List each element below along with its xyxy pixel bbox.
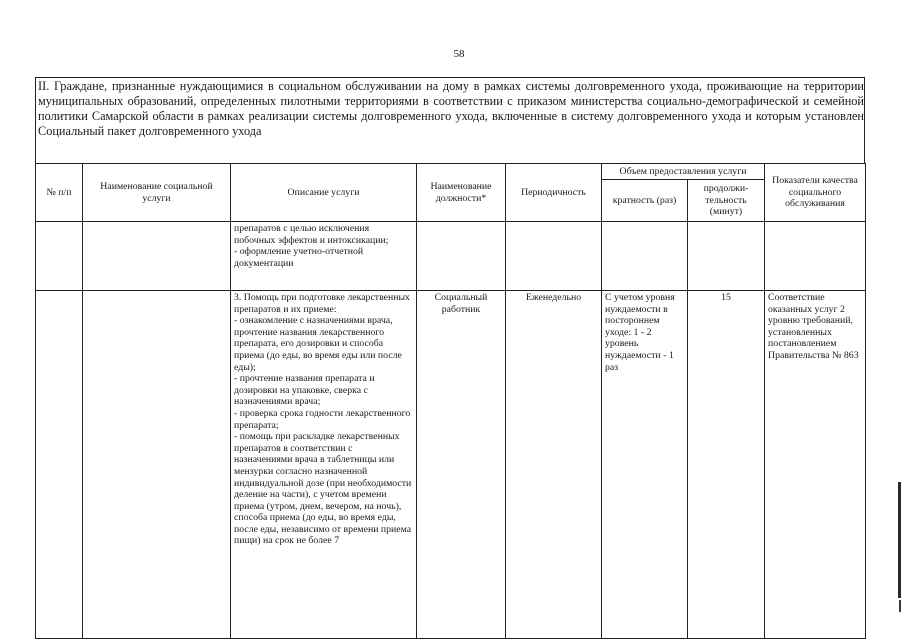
header-description: Описание услуги [231, 164, 417, 222]
table-row [36, 291, 866, 639]
cell-position [417, 222, 506, 291]
cell-periodicity: Еженедельно [506, 291, 602, 639]
table-row [36, 222, 866, 291]
cell-multiplicity [602, 222, 688, 291]
header-volume-group: Объем предоставления услуги [602, 164, 765, 180]
cell-description: 3. Помощь при подготовке лекарственных препаратов и их приеме: - ознакомление с назначениями врача, прочтение названия лекарственного препарата, его дозировки и способа приема (до еды, во время еды или после еды); - прочтение названия препарата и дозировки на упаковке, сверка с назначениями врача; - проверка срока годности лекарственного препарата; - помощь при раскладке лекарственных препаратов в соответствии с назначениями врача в таблетницы или мензурки согласно назначенной индивидуальной дозе (при необходимости деление на части), с учетом времени приема (утром, днем, вечером, на ночь), способа приема (до еды, во время еды, после еды, независимо от времени приема пищи) на срок не более 7 [231, 291, 417, 639]
header-multiplicity: кратность (раз) [602, 180, 688, 222]
header-num: № п/п [36, 164, 83, 222]
cell-service-name [83, 291, 231, 639]
scan-edge-mark [899, 600, 901, 612]
cell-multiplicity: С учетом уровня нуждаемости в постороннем уходе: 1 - 2 уровень нуждаемости - 1 раз [602, 291, 688, 639]
header-quality: Показатели качества социального обслуживания [765, 164, 866, 222]
cell-quality: Соответствие оказанных услуг 2 уровню требований, установленных постановлением Правительства № 863 [765, 291, 866, 639]
header-service-name: Наименование социальной услуги [83, 164, 231, 222]
cell-description: препаратов с целью исключения побочных эффектов и интоксикации; - оформление учетно-отчетной документации [231, 222, 417, 291]
cell-num [36, 291, 83, 639]
cell-periodicity [506, 222, 602, 291]
section-heading: II. Граждане, признанные нуждающимися в социальном обслуживании на дому в рамках системы долговременного ухода, проживающие на территории муниципальных образований, определенных пилотными территориями в соответствии с приказом министерства социально-демографической и семейной политики Самарской области в рамках реализации системы долговременного ухода, включенные в систему долговременного ухода и которым установлен Социальный пакет долговременного ухода [38, 79, 864, 138]
cell-duration: 15 [688, 291, 765, 639]
cell-service-name [83, 222, 231, 291]
header-duration: продолжи-тельность (минут) [688, 180, 765, 222]
header-position: Наименование должности* [417, 164, 506, 222]
cell-position: Социальный работник [417, 291, 506, 639]
heading-frame [35, 77, 865, 164]
page-number: 58 [453, 48, 465, 60]
cell-num [36, 222, 83, 291]
header-periodicity: Периодичность [506, 164, 602, 222]
services-table [35, 163, 866, 639]
scan-edge-mark [898, 482, 901, 598]
cell-duration [688, 222, 765, 291]
cell-quality [765, 222, 866, 291]
